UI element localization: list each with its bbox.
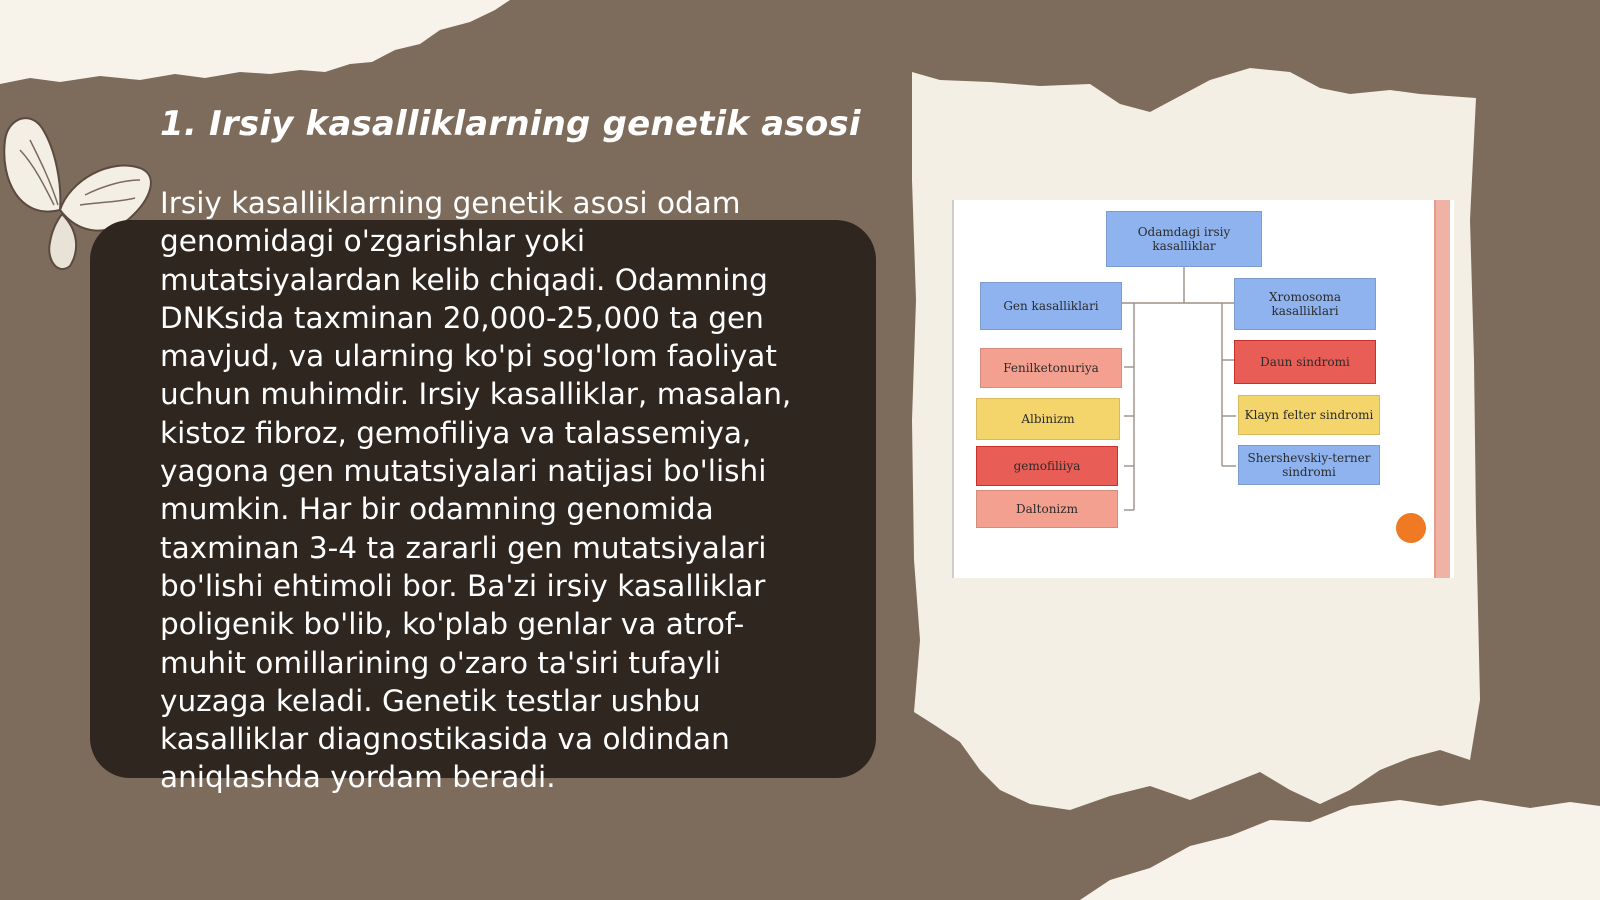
slide-body-text: Irsiy kasalliklarning genetik asosi odam genomidagi o'zgarishlar yoki mutatsiyalardan kelib chiqadi. Odamning DNKsida taxminan 20,000-25,000 ta gen mavjud, va ularning ko'pi sog'lom faoliyat uchun muhimdir. Irsiy kasalliklar, masalan, kistoz fibroz, gemofiliya va talassemiya, yagona gen mutatsiyalari natijasi bo'lishi mumkin. Har bir odamning genomida taxminan 3-4 ta zararli gen mutatsiyalari bo'lishi ehtimoli bor. Ba'zi irsiy kasalliklar poligenik bo'lib, ko'plab genlar va atrof-muhit omillarining o'zaro ta'siri tufayli yuzaga keladi. Genetik testlar ushbu kasalliklar diagnostikasida va oldindan aniqlashda yordam beradi. bbox=[160, 186, 792, 795]
slide-title: 1. Irsiy kasalliklarning genetik asosi bbox=[160, 104, 861, 144]
diagram-fenilketonuriya-node: Fenilketonuriya bbox=[980, 348, 1122, 388]
torn-paper-top-left bbox=[0, 0, 510, 84]
diagram-gen-kasalliklari-node: Gen kasalliklari bbox=[980, 282, 1122, 330]
diagram-albinizm-node: Albinizm bbox=[976, 398, 1120, 440]
torn-paper-bottom-right bbox=[1080, 800, 1600, 900]
diagram-daun-sindromi-node: Daun sindromi bbox=[1234, 340, 1376, 384]
orange-dot-marker bbox=[1396, 513, 1426, 543]
diagram-daltonizm-node: Daltonizm bbox=[976, 490, 1118, 528]
diagram-klayn-felter-sindromi-node: Klayn felter sindromi bbox=[1238, 395, 1380, 435]
diagram-gemofiliya-node: gemofiliiya bbox=[976, 446, 1118, 486]
diagram-shershevskiy-terner-sindromi-node: Shershevskiy-terner sindromi bbox=[1238, 445, 1380, 485]
diagram-root-node: Odamdagi irsiy kasalliklar bbox=[1106, 211, 1262, 267]
diagram-xromosoma-kasalliklari-node: Xromosoma kasalliklari bbox=[1234, 278, 1376, 330]
